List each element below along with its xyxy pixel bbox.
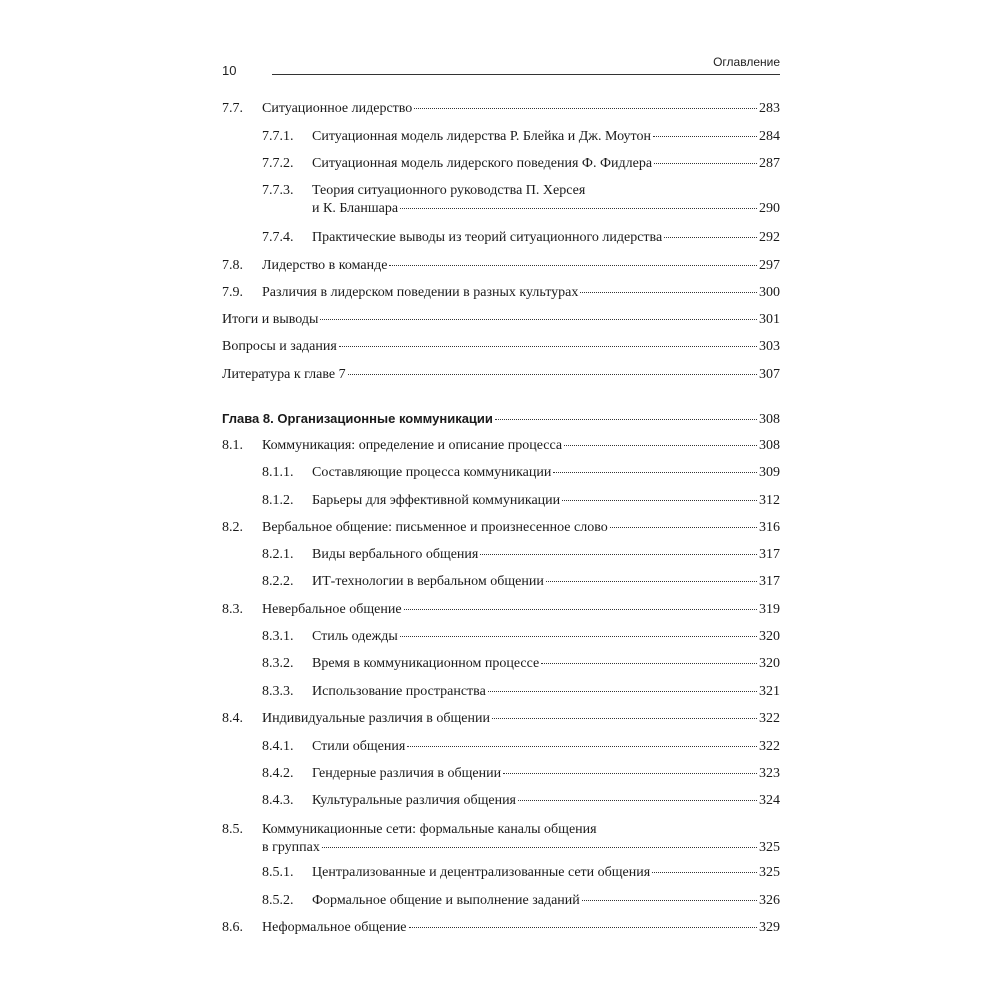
toc-entry-body: [312, 792, 780, 810]
toc-entry-title: Стили общения: [312, 739, 406, 754]
dot-leader: [610, 527, 757, 528]
toc-entry-number: 7.7.: [222, 101, 243, 116]
header-rule: [272, 74, 780, 75]
toc-entry-body: [312, 864, 780, 882]
dot-leader: [503, 773, 757, 774]
toc-entry-body: [312, 628, 780, 646]
toc-page-number: 308: [759, 438, 780, 453]
toc-entry-line: [312, 546, 780, 564]
toc-entry-title: Литература к главе 7: [222, 367, 346, 382]
toc-entry-body: [312, 229, 780, 247]
toc-entry-number: 8.3.: [222, 602, 243, 617]
toc-entry-title: Итоги и выводы: [222, 312, 319, 327]
dot-leader: [320, 319, 757, 320]
toc-entry-line: [312, 765, 780, 783]
toc-entry-number: 8.1.2.: [262, 493, 294, 508]
dot-leader: [407, 746, 757, 747]
toc-entry-number: 8.4.2.: [262, 766, 294, 781]
toc-entry-number: 8.1.1.: [262, 465, 294, 480]
toc-entry-number: 7.9.: [222, 285, 243, 300]
toc-page-number: 300: [759, 285, 780, 300]
toc-entry-number: 7.8.: [222, 258, 243, 273]
toc-entry-line: [312, 128, 780, 146]
toc-entry-line: [262, 919, 780, 937]
toc-page-number: 324: [759, 793, 780, 808]
toc-entry-title: Стиль одежды: [312, 629, 398, 644]
toc-entry-title: Централизованные и децентрализованные сети общения: [312, 865, 651, 880]
toc-entry-line: [262, 100, 780, 118]
toc-entry-number: 8.2.1.: [262, 547, 294, 562]
toc-page-number: 317: [759, 547, 780, 562]
toc-entry-number: 8.4.: [222, 711, 243, 726]
dot-leader: [339, 346, 757, 347]
toc-entry-body: [312, 683, 780, 701]
dot-leader: [495, 419, 757, 420]
toc-entry-number: 8.4.1.: [262, 739, 294, 754]
toc-entry-body: [262, 710, 780, 728]
toc-entry-body: [222, 311, 780, 329]
dot-leader: [652, 872, 757, 873]
toc-entry-line: [312, 683, 780, 701]
toc-entry-number: 8.1.: [222, 438, 243, 453]
toc-entry-title: Ситуационная модель лидерства Р. Блейка и Дж. Моутон: [312, 129, 651, 144]
toc-entry-body: [222, 410, 780, 429]
toc-page-number: 329: [759, 920, 780, 935]
toc-entry-body: [312, 128, 780, 146]
dot-leader: [654, 163, 757, 164]
dot-leader: [564, 445, 757, 446]
dot-leader: [580, 292, 757, 293]
toc-entry-number: 7.7.1.: [262, 129, 294, 144]
toc-page-number: 326: [759, 893, 780, 908]
toc-entry-line: [222, 311, 780, 329]
dot-leader: [553, 472, 757, 473]
toc-entry-title: Неформальное общение: [262, 920, 407, 935]
toc-entry-title: Культуральные различия общения: [312, 793, 516, 808]
toc-entry-line: [312, 892, 780, 910]
toc-entry-body: [312, 892, 780, 910]
toc-entry-number: 8.2.: [222, 520, 243, 535]
toc-entry-body: [262, 601, 780, 619]
toc-entry-title: Невербальное общение: [262, 602, 402, 617]
toc-entry-number: 7.7.4.: [262, 230, 294, 245]
toc-entry-line: [262, 519, 780, 537]
toc-page-number: 290: [759, 201, 780, 216]
page-number: 10: [222, 63, 237, 78]
toc-entry-line: [262, 437, 780, 455]
toc-entry-body: [262, 284, 780, 302]
toc-entry-body: [312, 738, 780, 756]
toc-entry-title: ИТ-технологии в вербальном общении: [312, 574, 544, 589]
toc-entry-body: [312, 155, 780, 173]
toc-page-number: 322: [759, 739, 780, 754]
toc-entry-number: 8.5.2.: [262, 893, 294, 908]
toc-entry-title: Различия в лидерском поведении в разных культурах: [262, 285, 579, 300]
toc-entry-line: [312, 229, 780, 247]
toc-entry-title: Вопросы и задания: [222, 339, 337, 354]
dot-leader: [582, 900, 757, 901]
toc-entry-body: [312, 492, 780, 510]
toc-page-number: 308: [759, 412, 780, 427]
toc-page-number: 323: [759, 766, 780, 781]
toc-entry-number: 8.5.: [222, 822, 243, 837]
toc-page-number: 316: [759, 520, 780, 535]
toc-page-number: 320: [759, 629, 780, 644]
toc-entry-number: 8.3.1.: [262, 629, 294, 644]
toc-page-number: 320: [759, 656, 780, 671]
toc-entry-title: Формальное общение и выполнение заданий: [312, 893, 580, 908]
toc-entry-line: [312, 200, 780, 218]
toc-entry-body: [312, 573, 780, 591]
toc-entry-line: [312, 155, 780, 173]
toc-entry-line: [312, 792, 780, 810]
toc-page-number: 319: [759, 602, 780, 617]
dot-leader: [409, 927, 757, 928]
toc-entry-title: Лидерство в команде: [262, 258, 388, 273]
toc-page-number: 287: [759, 156, 780, 171]
toc-entry-title: Виды вербального общения: [312, 547, 479, 562]
toc-entry-title: Вербальное общение: письменное и произнесенное слово: [262, 520, 608, 535]
toc-page-number: 309: [759, 465, 780, 480]
toc-page-number: 321: [759, 684, 780, 699]
toc-entry-number: 8.6.: [222, 920, 243, 935]
dot-leader: [348, 374, 757, 375]
toc-entry-number: 8.3.2.: [262, 656, 294, 671]
toc-entry-body: [262, 437, 780, 455]
toc-page-number: 283: [759, 101, 780, 116]
dot-leader: [541, 663, 757, 664]
dot-leader: [653, 136, 757, 137]
toc-entry-body: [262, 519, 780, 537]
toc-entry-number: 7.7.3.: [262, 183, 294, 198]
toc-page-number: 292: [759, 230, 780, 245]
dot-leader: [488, 691, 757, 692]
toc-page-number: 297: [759, 258, 780, 273]
toc-entry-body: [312, 655, 780, 673]
toc-entry-body: [222, 338, 780, 356]
toc-entry-line: [222, 338, 780, 356]
toc-entry-line: [222, 366, 780, 384]
toc-page-number: 301: [759, 312, 780, 327]
toc-entry-line: [312, 738, 780, 756]
toc-entry-body: [262, 257, 780, 275]
toc-entry-line: [262, 284, 780, 302]
toc-entry-number: 8.2.2.: [262, 574, 294, 589]
dot-leader: [400, 636, 757, 637]
toc-entry-body: [262, 100, 780, 118]
toc-entry-body: [312, 765, 780, 783]
dot-leader: [518, 800, 757, 801]
dot-leader: [492, 718, 757, 719]
toc-entry-line: [262, 710, 780, 728]
toc-entry-title: в группах: [262, 840, 320, 855]
toc-entry-line: [312, 655, 780, 673]
toc-entry-body: [312, 546, 780, 564]
toc-entry-number: 8.5.1.: [262, 865, 294, 880]
toc-page-number: 322: [759, 711, 780, 726]
dot-leader: [562, 500, 757, 501]
toc-entry-body: [312, 182, 780, 218]
toc-entry-line: [312, 864, 780, 882]
toc-entry-line: [312, 182, 780, 200]
toc-entry-line: [312, 492, 780, 510]
toc-entry-title: Коммуникационные сети: формальные каналы общения: [262, 822, 597, 837]
dot-leader: [664, 237, 757, 238]
toc-entry-title: Барьеры для эффективной коммуникации: [312, 493, 561, 508]
toc-entry-title: Время в коммуникационном процессе: [312, 656, 540, 671]
toc-page-number: 284: [759, 129, 780, 144]
toc-entry-number: 7.7.2.: [262, 156, 294, 171]
toc-entry-title: и К. Бланшара: [312, 201, 399, 216]
toc-entry-title: Теория ситуационного руководства П. Херсея: [312, 183, 586, 198]
toc-entry-line: [312, 573, 780, 591]
dot-leader: [480, 554, 757, 555]
toc-entry-body: [222, 366, 780, 384]
toc-entry-line: [262, 821, 780, 839]
toc-page-number: 325: [759, 840, 780, 855]
toc-entry-title: Индивидуальные различия в общении: [262, 711, 490, 726]
toc-entry-title: Ситуационная модель лидерского поведения Ф. Фидлера: [312, 156, 653, 171]
toc-entry-number: 8.4.3.: [262, 793, 294, 808]
toc-entry-title: Ситуационное лидерство: [262, 101, 413, 116]
toc-entry-body: [262, 821, 780, 857]
toc-entry-line: [312, 628, 780, 646]
dot-leader: [322, 847, 757, 848]
toc-entry-title: Использование пространства: [312, 684, 486, 699]
dot-leader: [404, 609, 757, 610]
toc-page-number: 325: [759, 865, 780, 880]
toc-entry-number: 8.3.3.: [262, 684, 294, 699]
toc-entry-body: [262, 919, 780, 937]
toc-entry-body: [312, 464, 780, 482]
toc-entry-title: Составляющие процесса коммуникации: [312, 465, 552, 480]
toc-entry-line: [222, 410, 780, 429]
toc-page-number: 317: [759, 574, 780, 589]
toc-page-number: 312: [759, 493, 780, 508]
toc-page-number: 303: [759, 339, 780, 354]
toc-entry-line: [262, 257, 780, 275]
dot-leader: [546, 581, 757, 582]
toc-entry-title: Коммуникация: определение и описание процесса: [262, 438, 563, 453]
toc-entry-title: Практические выводы из теорий ситуационного лидерства: [312, 230, 663, 245]
dot-leader: [414, 108, 757, 109]
toc-entry-line: [312, 464, 780, 482]
dot-leader: [400, 208, 757, 209]
running-head: Оглавление: [713, 55, 780, 69]
toc-entry-title: Гендерные различия в общении: [312, 766, 502, 781]
toc-entry-title: Глава 8. Организационные коммуникации: [222, 411, 493, 426]
dot-leader: [389, 265, 757, 266]
toc-entry-line: [262, 839, 780, 857]
toc-page-number: 307: [759, 367, 780, 382]
toc-entry-line: [262, 601, 780, 619]
